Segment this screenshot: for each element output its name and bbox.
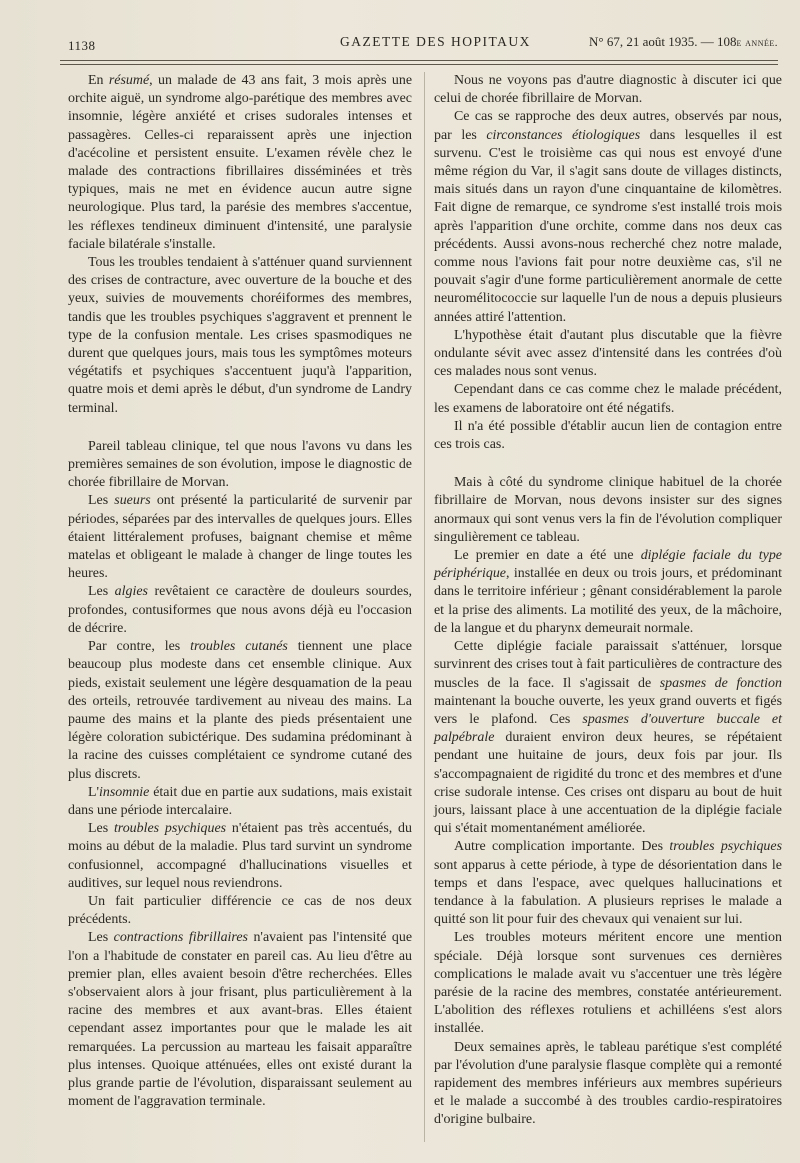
text-run: tiennent une place beaucoup plus modeste dans cet ensemble clinique. Aux pieds, existait seulement une légère desquamation de la peau des orteils, retrouvée tardivement au niveau des mains. La paume des mains et la plante des pieds présentaient une légère coloration subictérique. Des sudamina prédominant à la racine des cuisses complétaient ce syndrome cutané des plus discrets.	[68, 639, 412, 782]
text-run: dans lesquelles il est survenu. C'est le troisième cas qui nous est envoyé d'une même région du Var, il s'agit sans doute de villages distincts, mais situés dans un rayon d'une cinquantaine de kilomètres. Fait digne de remarque, ce syndrome s'est installé trois mois après l'apparition d'une orchite, comme dans nos deux cas précédents. Aussi avons-nous recherché chez notre malade, comme nous l'avions fait pour notre deuxième cas, s'il ne pouvait s'agir d'une forme particulièrement anormale de cette neuromélitococcie sur laquelle l'un de nous a depuis plusieurs années attiré l'attention.	[434, 127, 782, 325]
text-run: ont présenté la particularité de survenir par périodes, séparées par des intervalles de quelques jours. Elles étaient littéralement profuses, baignant chemise et même matelas et obligeant le malade à changer de linge toutes les heures.	[68, 493, 413, 582]
italic-term: contractions fibrillaires	[113, 930, 248, 946]
text-run: L'hypothèse était d'autant plus discutable que la fièvre ondulante sévit avec assez d'intensité dans les contrées d'où ces malades nous sont venus.	[434, 327, 782, 380]
text-run: , un malade de 43 ans fait, 3 mois après une orchite aiguë, un syndrome algo-parétique des membres avec insomnie, légère anxiété et crises sudorales intenses et passagères. Celles-ci reparaissent après une injection d'acécoline et persistent ensuite. L'examen révèle chez le malade des contractions fibrillaires disséminées et très typiques, mais ne met en évidence aucun autre signe neurologique. Plus tard, la parésie des membres s'accentue, les réflexes tendineux diminuent d'intensité, une paralysie faciale bilatérale s'installe.	[68, 73, 412, 252]
issue-number-date: N° 67, 21 août 1935. — 108	[589, 34, 737, 49]
text-run: maintenant la bouche ouverte, les yeux grand ouverts et figés vers le plafond. Ces	[434, 693, 782, 727]
paragraph	[68, 784, 412, 820]
paragraph	[434, 929, 782, 1038]
column-separator	[424, 72, 425, 1142]
text-run: Il n'a été possible d'établir aucun lien de contagion entre ces trois cas.	[434, 418, 782, 453]
text-run: revêtaient ce caractère de douleurs sourdes, profondes, contusiformes que nous avons déjà eu l'occasion de décrire.	[68, 584, 412, 636]
header-rule	[60, 60, 778, 65]
text-run: duraient environ deux heures, se répétaient pendant une huitaine de jours, deux fois par jour. Ils s'accompagnaient de rigidité du tronc et des membres et d'une crise sudorale intense. Ces crises ont disparu au bout de huit jours, laissant place à une accentuation de la diplégie faciale qui s'était momentanément améliorée.	[434, 730, 782, 837]
text-run: Autre complication importante. Des	[454, 839, 670, 855]
paragraph	[434, 418, 782, 454]
text-run: n'avaient pas l'intensité que l'on a l'habitude de constater en pareil cas. Au lieu d'être au premier plan, elles avaient besoin d'être recherchées. Elles s'observaient alors à jour frisant, plus particulièrement à la racine des membres et aux avant-bras. Elles étaient cependant assez importantes pour que le malade les ait remarquées. La percussion au marteau les faisait apparaître plus intenses. Quoique atténuées, elles ont existé durant la plus grande partie de l'évolution, disparaissant seulement au moment de l'aggravation terminale.	[68, 930, 413, 1110]
italic-term: circonstances étiologiques	[486, 127, 641, 143]
right-column	[434, 72, 782, 1130]
paragraph	[68, 72, 412, 254]
text-run: Mais à côté du syndrome clinique habituel de la chorée fibrillaire de Morvan, nous devons insister sur des signes anormaux qui sont venus vers la fin de l'évolution compliquer singulièrement ce tableau.	[434, 475, 782, 545]
italic-term: algies	[114, 584, 148, 600]
issue-year-suffix: e année.	[736, 37, 778, 49]
text-run: Pareil tableau clinique, tel que nous l'avons vu dans les premières semaines de son évolution, impose le diagnostic de chorée fibrillaire de Morvan.	[68, 438, 412, 491]
left-column	[68, 72, 412, 1111]
paragraph	[434, 381, 782, 417]
paragraph	[434, 327, 782, 382]
italic-term: sueurs	[114, 493, 151, 509]
text-run: n'étaient pas très accentués, du moins au début de la maladie. Plus tard survint un syndrome confusionnel, accompagné d'hallucinations visuelles et auditives, sur lequel nous reviendrons.	[68, 821, 412, 891]
paragraph	[434, 638, 782, 838]
text-run: Les troubles moteurs méritent encore une mention spéciale. Déjà lorsque sont survenues ces dernières complications le malade avait vu s'accentuer une très légère parésie de la racine des membres, constatée antérieurement. L'abolition des réflexes rotuliens et achilléens s'est alors installée.	[434, 930, 782, 1037]
paragraph	[68, 820, 412, 893]
italic-term: insomnie	[99, 784, 150, 800]
paragraph	[434, 72, 782, 108]
paragraph	[68, 492, 412, 583]
paragraph	[434, 547, 782, 638]
italic-term: diplégie faciale du type périphérique	[434, 548, 782, 582]
page-number: 1138	[68, 38, 96, 53]
italic-term: spasmes d'ouverture buccale et palpébrale	[434, 711, 782, 746]
text-run: Le premier en date a été une	[454, 548, 641, 564]
text-run: Nous ne voyons pas d'autre diagnostic à discuter ici que celui de chorée fibrillaire de Morvan.	[434, 73, 782, 107]
text-run: Deux semaines après, le tableau parétique s'est complété par l'évolution d'une paralysie flasque complète qui a remonté rapidement des membres inférieurs aux membres supérieurs et le malade a succombé à des troubles cardio-respiratoires d'origine bulbaire.	[434, 1039, 782, 1128]
text-run: était due en partie aux sudations, mais existait dans une période intercalaire.	[68, 784, 412, 818]
text-run: En	[88, 73, 109, 88]
text-run: Un fait particulier différencie ce cas de nos deux précédents.	[68, 893, 412, 928]
text-run: Cette diplégie faciale paraissait s'atténuer, lorsque survinrent des crises tout à fait particulières de contracture des muscles de la face. Il s'agissait de	[434, 639, 782, 691]
text-run: L'	[88, 784, 100, 800]
text-run: Les	[88, 584, 115, 600]
running-header	[60, 30, 778, 56]
text-run: , installée en deux ou trois jours, et prédominant dans le territoire inférieur ; gênant considérablement la parole et la prise des aliments. La motilité des yeux, de la mâchoire, de la langue et du pharynx demeurait normale.	[434, 566, 782, 636]
paragraph	[68, 893, 412, 929]
italic-term: résumé	[108, 73, 150, 88]
paragraph	[68, 583, 412, 638]
text-run: Par contre, les	[88, 639, 191, 655]
paragraph	[68, 638, 412, 784]
italic-term: spasmes de fonction	[659, 675, 782, 691]
text-run: Les	[88, 493, 115, 509]
text-run: sont apparus à cette période, à type de désorientation dans le temps et dans l'espace, avec quelques hallucinations et tendance à la fabulation. A plusieurs reprises le malade a quitté son lit pour fuir des chevaux qui venaient sur lui.	[434, 857, 782, 928]
italic-term: troubles psychiques	[113, 821, 227, 837]
italic-term: troubles cutanés	[190, 639, 288, 655]
paragraph	[434, 474, 782, 547]
issue-info	[589, 34, 778, 50]
paragraph	[68, 254, 412, 418]
text-run: Ce cas se rapproche des deux autres, observés par nous, par les	[434, 109, 782, 143]
text-run: Les	[88, 930, 114, 946]
paragraph	[434, 1039, 782, 1130]
italic-term: troubles psychiques	[669, 839, 782, 855]
text-run: Tous les troubles tendaient à s'atténuer quand surviennent des crises de contracture, avec ouverture de la bouche et des yeux, suivies de mouvements choréiformes des membres, tandis que les troubles psychiques s'aggravent et prennent le type de la confusion mentale. Les crises spasmodiques ne durent que quelques jours, mais tous les symptômes moteurs végétatifs et psychiques s'accentuent juqu'à l'apparition, quatre mois et demi après le début, d'un syndrome de Landry terminal.	[68, 255, 412, 416]
paragraph	[434, 108, 782, 326]
journal-title: GAZETTE DES HOPITAUX	[340, 34, 531, 49]
text-run: Les	[88, 821, 114, 837]
paragraph	[434, 838, 782, 929]
paragraph	[68, 929, 412, 1111]
paragraph	[68, 438, 412, 493]
text-run: Cependant dans ce cas comme chez le malade précédent, les examens de laboratoire ont été négatifs.	[434, 382, 782, 416]
